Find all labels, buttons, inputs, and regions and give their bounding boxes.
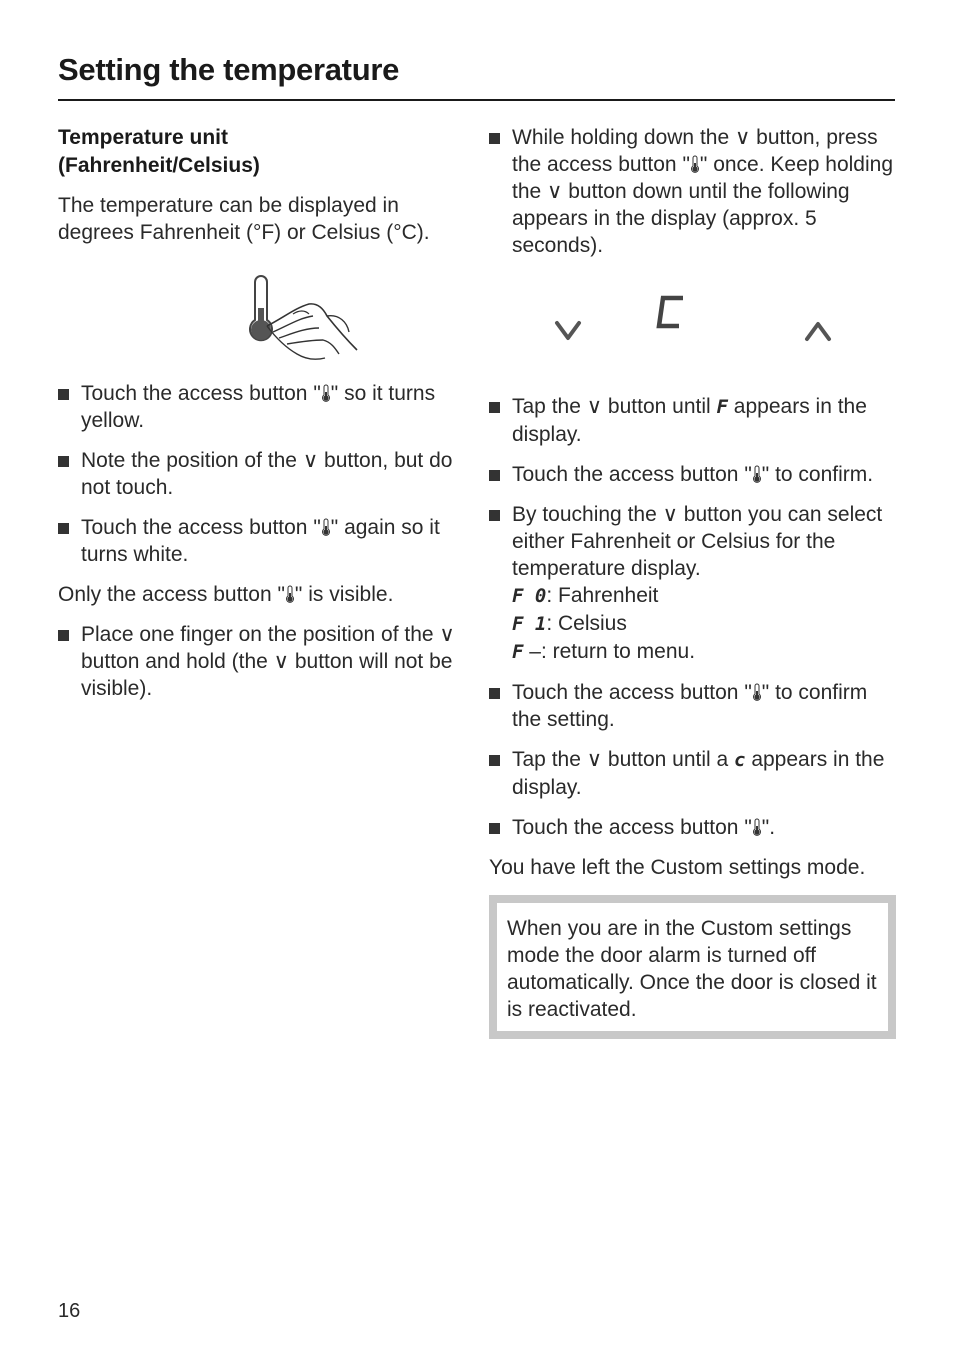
- bullet-text: Place one finger on the position of the ∨ button and hold (the ∨ button will not be visible).: [81, 623, 455, 700]
- option-label: : Fahrenheit: [546, 584, 659, 607]
- thermometer-icon: [752, 465, 762, 484]
- bullet-text: " so it turns yellow.: [81, 382, 436, 432]
- list-item: [489, 393, 899, 448]
- list-item: [489, 461, 899, 488]
- section-heading: [58, 124, 468, 180]
- display-code: c: [734, 749, 746, 771]
- list-item: [58, 447, 468, 501]
- thermometer-icon: [285, 585, 295, 604]
- page-title: Setting the temperature: [58, 52, 400, 87]
- display-code: F 0: [512, 585, 547, 607]
- bullet-square: [58, 523, 69, 534]
- bullet-text: Tap the ∨ button until a: [512, 748, 735, 771]
- thermometer-icon: [752, 818, 762, 837]
- display-code: F: [716, 396, 728, 418]
- chevron-down-icon: [553, 319, 583, 343]
- bullet-square: [58, 389, 69, 400]
- bullet-square: [58, 456, 69, 467]
- thermometer-icon: [321, 518, 331, 537]
- option-fahrenheit: [512, 582, 899, 610]
- list-item: [489, 501, 899, 666]
- list-item: [489, 679, 899, 733]
- thermometer-icon: [752, 683, 762, 702]
- touch-illustration: [58, 274, 468, 366]
- chevron-up-icon: [803, 319, 833, 343]
- display-code: F: [512, 641, 524, 663]
- display-illustration: [489, 281, 899, 381]
- right-column: [489, 124, 899, 1039]
- bullet-text: Note the position of the ∨ button, but do not touch.: [81, 449, 453, 499]
- bullet-text: " to confirm.: [761, 463, 874, 486]
- bullet-square: [489, 133, 500, 144]
- thermometer-finger-icon: [243, 274, 383, 366]
- bullet-text: Touch the access button ": [81, 516, 321, 539]
- bullet-text: appears in the display.: [512, 748, 885, 799]
- list-item: [489, 124, 899, 259]
- section-heading-line1: Temperature unit: [58, 126, 228, 149]
- note-text: " is visible.: [294, 583, 394, 606]
- visible-note: [58, 581, 468, 608]
- note-box: [489, 895, 896, 1039]
- list-item: [489, 746, 899, 801]
- bullet-text: ".: [761, 816, 776, 839]
- display-code-c-icon: [654, 295, 688, 331]
- section-heading-line2: (Fahrenheit/Celsius): [58, 154, 260, 177]
- note-text: Only the access button ": [58, 583, 285, 606]
- bullet-text: " again so it turns white.: [81, 516, 440, 566]
- bullet-text: Touch the access button ": [512, 463, 752, 486]
- bullet-square: [489, 510, 500, 521]
- bullet-text: Touch the access button ": [512, 816, 752, 839]
- left-mode-paragraph: You have left the Custom settings mode.: [489, 856, 866, 879]
- bullet-text: Tap the ∨ button until: [512, 395, 717, 418]
- bullet-square: [489, 402, 500, 413]
- note-text: When you are in the Custom settings mode the door alarm is turned off automatically. Once the door is closed it is reactivated.: [507, 917, 877, 1021]
- intro-paragraph: The temperature can be displayed in degrees Fahrenheit (°F) or Celsius (°C).: [58, 194, 430, 244]
- bullet-text: Touch the access button ": [512, 681, 752, 704]
- option-celsius: [512, 610, 899, 638]
- display-code: F 1: [512, 613, 547, 635]
- bullet-text: " once. Keep holding the ∨ button down until the following appears in the display (approx. 5 seconds).: [512, 153, 894, 257]
- bullet-text: By touching the ∨ button you can select either Fahrenheit or Celsius for the temperature display.: [512, 503, 883, 580]
- page-number: 16: [58, 1300, 81, 1322]
- list-item: [58, 380, 468, 434]
- list-item: [58, 621, 468, 702]
- thermometer-icon: [690, 155, 700, 174]
- title-divider: [58, 99, 895, 101]
- option-label: –: return to menu.: [523, 640, 696, 663]
- bullet-square: [489, 688, 500, 699]
- bullet-text: " to confirm the setting.: [512, 681, 868, 731]
- bullet-text: Touch the access button ": [81, 382, 321, 405]
- bullet-text: While holding down the ∨ button, press the access button ": [512, 126, 878, 176]
- bullet-square: [489, 823, 500, 834]
- thermometer-icon: [321, 384, 331, 403]
- option-return: [512, 638, 899, 666]
- list-item: [489, 814, 899, 841]
- list-item: [58, 514, 468, 568]
- bullet-square: [489, 470, 500, 481]
- left-column: [58, 124, 468, 715]
- bullet-square: [489, 755, 500, 766]
- bullet-text: appears in the display.: [512, 395, 867, 446]
- bullet-square: [58, 630, 69, 641]
- option-label: : Celsius: [546, 612, 627, 635]
